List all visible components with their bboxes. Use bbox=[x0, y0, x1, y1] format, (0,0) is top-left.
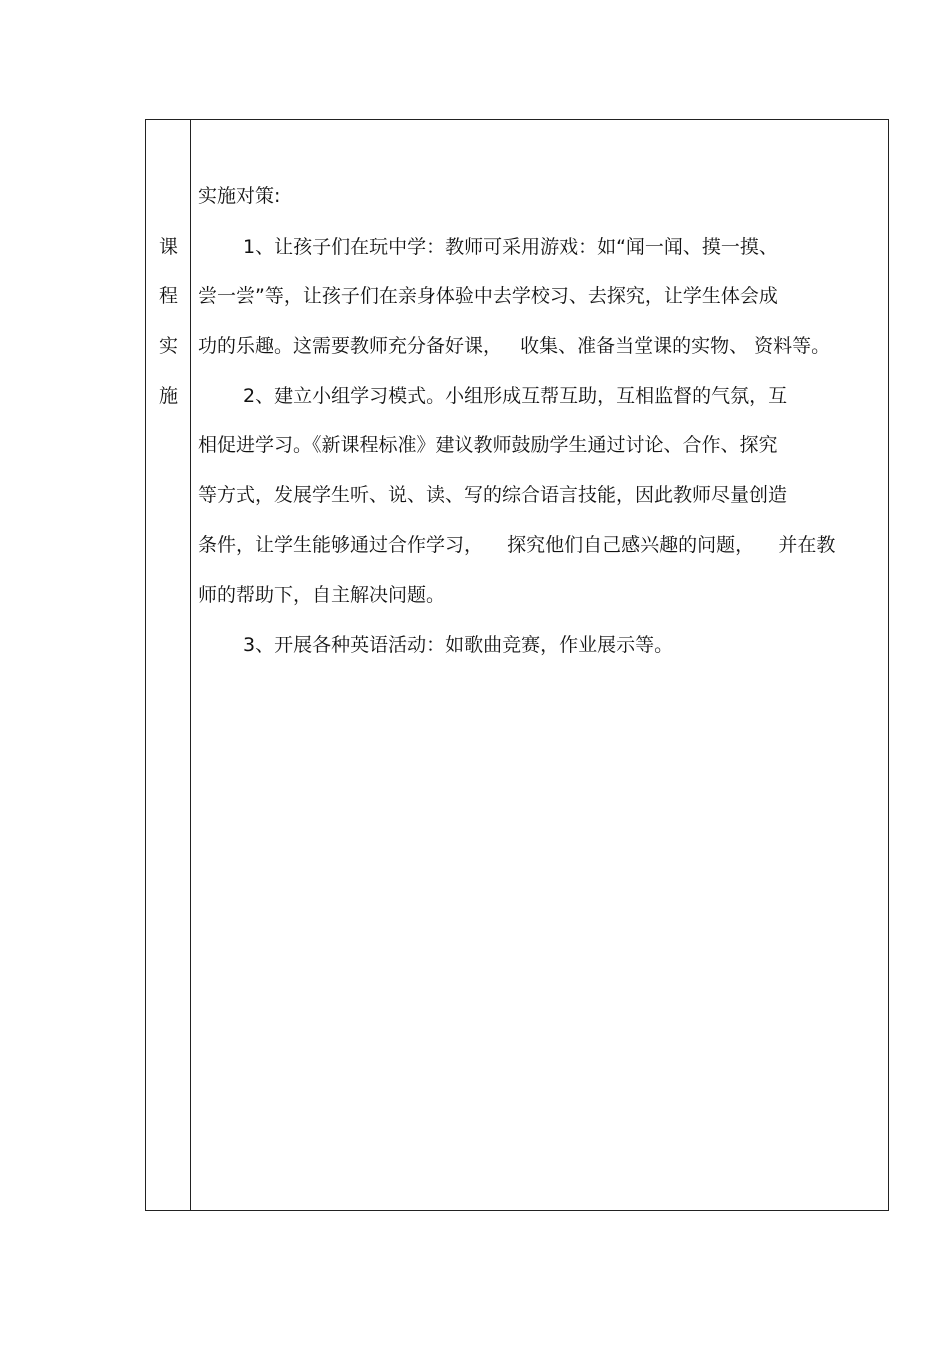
content-heading: 实施对策: bbox=[198, 185, 281, 207]
paragraph-line: 功的乐趣。这需要教师充分备好课， 收集、准备当堂课的实物、 资料等。 bbox=[198, 335, 831, 357]
paragraph-line: 1、让孩子们在玩中学：教师可采用游戏：如“闻一闻、摸一摸、 bbox=[243, 236, 778, 258]
paragraph-line: 2、建立小组学习模式。小组形成互帮互助，互相监督的气氛，互 bbox=[243, 385, 788, 407]
section-label-char: 施 bbox=[158, 385, 178, 407]
paragraph-line: 3、开展各种英语活动：如歌曲竞赛，作业展示等。 bbox=[243, 634, 674, 656]
paragraph-line: 条件，让学生能够通过合作学习， 探究他们自己感兴趣的问题， 并在教 bbox=[198, 534, 836, 556]
section-label-char: 实 bbox=[158, 335, 178, 357]
paragraph-line: 尝一尝”等，让孩子们在亲身体验中去学校习、去探究，让学生体会成 bbox=[198, 285, 778, 307]
paragraph-line: 相促进学习。《新课程标准》建议教师鼓励学生通过讨论、合作、探究 bbox=[198, 434, 778, 456]
implementation-table bbox=[145, 119, 889, 1211]
section-label-char: 程 bbox=[158, 285, 178, 307]
content-cell bbox=[191, 120, 888, 1210]
section-label-cell bbox=[146, 120, 191, 1210]
section-label-char: 课 bbox=[158, 236, 178, 258]
paragraph-line: 师的帮助下，自主解决问题。 bbox=[198, 584, 446, 606]
paragraph-line: 等方式，发展学生听、说、读、写的综合语言技能，因此教师尽量创造 bbox=[198, 484, 788, 506]
